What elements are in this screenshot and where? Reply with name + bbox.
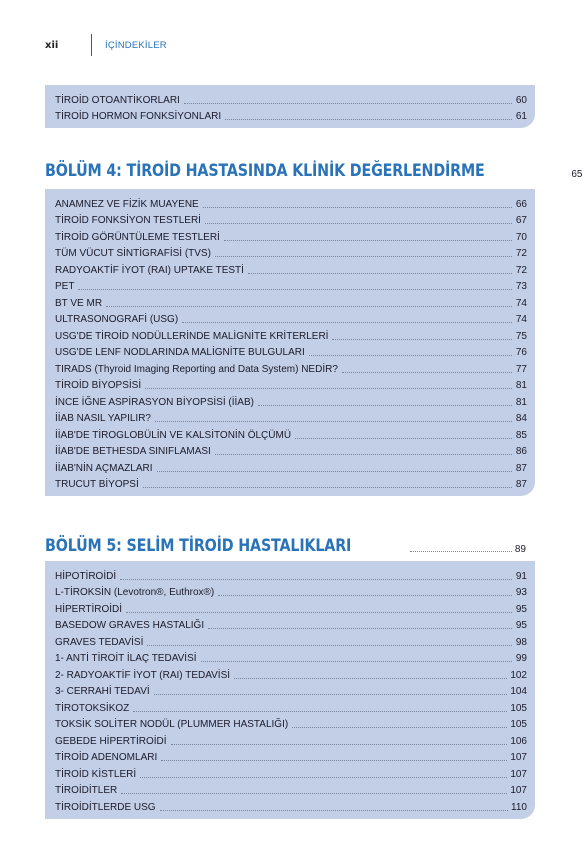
toc-entry[interactable] (55, 343, 527, 360)
toc-entry-page: 107 (510, 752, 527, 763)
dot-leader (147, 645, 512, 646)
chapter-4-heading[interactable] (45, 161, 583, 181)
dot-leader (248, 273, 512, 274)
dot-leader (208, 628, 512, 629)
dot-leader (218, 595, 512, 596)
toc-entry-title: TÜM VÜCUT SİNTİGRAFİSİ (TVS) (55, 248, 211, 259)
toc-entry[interactable] (55, 616, 527, 633)
dot-leader (410, 551, 512, 552)
toc-entry[interactable] (55, 665, 527, 682)
dot-leader (224, 240, 512, 241)
toc-entry-title: İİAB NASIL YAPILIR? (55, 413, 151, 424)
dot-leader (145, 388, 512, 389)
toc-entry[interactable] (55, 244, 527, 261)
toc-entry-title: İİAB'NİN AÇMAZLARI (55, 462, 153, 474)
toc-entry[interactable] (55, 649, 527, 666)
toc-entry-page: 95 (515, 620, 527, 631)
toc-entry[interactable] (55, 632, 527, 649)
toc-entry-title: TİROİDİTLER (55, 785, 118, 796)
toc-entry-page: 74 (515, 297, 527, 309)
chapter-page: 65 (571, 169, 583, 180)
toc-entry-page: 87 (515, 479, 527, 490)
toc-box-continued (45, 85, 535, 128)
toc-entry[interactable] (55, 715, 527, 732)
header-divider (91, 34, 92, 56)
toc-entry-title: TIRADS (Thyroid Imaging Reporting and Data System) NEDİR? (55, 363, 338, 375)
toc-entry-title: 3- CERRAHİ TEDAVİ (55, 686, 150, 697)
dot-leader (309, 355, 512, 356)
chapter-page: 89 (514, 544, 526, 555)
toc-entry-title: TİROİD FONKSİYON TESTLERİ (55, 215, 201, 226)
toc-entry-title: HİPOTİROİDİ (55, 570, 117, 582)
toc-entry-page: 66 (515, 198, 527, 210)
dot-leader (295, 438, 512, 439)
dot-leader (258, 405, 512, 406)
toc-entry-title: TİROTOKSİKOZ (55, 702, 130, 714)
toc-entry[interactable] (55, 764, 527, 781)
toc-entry-page: 91 (515, 570, 527, 582)
toc-entry-title: 1- ANTİ TİROİT İLAÇ TEDAVİSİ (55, 653, 197, 664)
dot-leader (292, 727, 507, 728)
toc-entry[interactable] (55, 566, 527, 583)
toc-entry-title: RADYOAKTİF İYOT (RAI) UPTAKE TESTİ (55, 264, 244, 276)
dot-leader (155, 421, 512, 422)
toc-entry-page: 77 (515, 363, 527, 375)
toc-entry-page: 107 (510, 785, 527, 796)
toc-entry-page: 105 (510, 719, 527, 730)
toc-entry-page: 102 (510, 669, 527, 681)
toc-entry-title: TİROİD BİYOPSİSİ (55, 380, 142, 391)
toc-entry[interactable] (55, 194, 527, 211)
toc-entry-page: 110 (511, 801, 527, 813)
dot-leader (182, 322, 512, 323)
dot-leader (140, 777, 507, 778)
toc-entry-page: 76 (515, 347, 527, 358)
dot-leader (133, 711, 507, 712)
running-title: İÇİNDEKİLER (105, 40, 167, 51)
toc-entry[interactable] (55, 293, 527, 310)
toc-entry-title: BT VE MR (55, 297, 103, 309)
toc-entry-page: 104 (510, 686, 527, 697)
toc-entry-title: TRUCUT BİYOPSİ (55, 479, 139, 490)
toc-entry[interactable] (55, 797, 527, 814)
toc-entry[interactable] (55, 211, 527, 228)
dot-leader (106, 306, 512, 307)
toc-entry[interactable] (55, 731, 527, 748)
dot-leader (161, 760, 507, 761)
toc-entry-page: 86 (515, 446, 527, 457)
toc-entry-title: ANAMNEZ VE FİZİK MUAYENE (55, 198, 199, 210)
dot-leader (342, 372, 512, 373)
toc-entry-page: 70 (515, 231, 527, 243)
toc-entry-page: 107 (510, 768, 527, 780)
toc-entry-title: TİROİD GÖRÜNTÜLEME TESTLERİ (55, 231, 220, 243)
toc-entry[interactable] (55, 458, 527, 475)
toc-entry[interactable] (55, 748, 527, 765)
toc-entry-page: 74 (515, 314, 527, 325)
toc-entry-page: 87 (515, 462, 527, 474)
toc-entry-title: İİAB'DE TİROGLOBÜLİN VE KALSİTONİN ÖLÇÜMÜ (55, 429, 292, 441)
dot-leader (120, 579, 512, 580)
dot-leader (332, 339, 512, 340)
toc-entry[interactable] (55, 376, 527, 393)
toc-box-chapter-5 (45, 561, 535, 819)
toc-entry-page: 98 (515, 636, 527, 648)
toc-entry-title: USG'DE LENF NODLARINDA MALİGNİTE BULGULARI (55, 347, 305, 358)
toc-entry-title: ULTRASONOGRAFİ (USG) (55, 314, 179, 325)
toc-entry[interactable] (55, 698, 527, 715)
dot-leader (121, 793, 507, 794)
toc-entry[interactable] (55, 277, 527, 294)
toc-entry[interactable] (55, 392, 527, 409)
toc-entry-title: TİROİD ADENOMLARI (55, 752, 158, 763)
toc-entry-page: 81 (515, 396, 527, 408)
toc-entry-page: 67 (515, 215, 527, 226)
toc-entry[interactable] (55, 425, 527, 442)
toc-entry-page: 75 (515, 330, 527, 342)
toc-entry[interactable] (55, 682, 527, 699)
toc-entry-title: İİAB'DE BETHESDA SINIFLAMASI (55, 446, 211, 457)
toc-entry[interactable] (55, 310, 527, 327)
toc-entry-title: GEBEDE HİPERTİROİDİ (55, 735, 167, 747)
dot-leader (234, 678, 507, 679)
toc-entry-title: TİROİDİTLERDE USG (55, 801, 156, 813)
toc-entry-page: 85 (515, 429, 527, 441)
toc-entry[interactable] (55, 107, 527, 124)
toc-entry-title: L-TİROKSİN (Levotron®, Euthrox®) (55, 587, 215, 598)
dot-leader (201, 661, 512, 662)
toc-entry-page: 93 (515, 587, 527, 598)
toc-entry-page: 73 (515, 281, 527, 292)
dot-leader (215, 256, 512, 257)
toc-entry-page: 72 (515, 264, 527, 276)
toc-entry-title: TİROİD KİSTLERİ (55, 768, 137, 780)
chapter-title: BÖLÜM 5: SELİM TİROİD HASTALIKLARI (45, 536, 352, 556)
dot-leader (160, 810, 508, 811)
dot-leader (143, 487, 512, 488)
toc-entry[interactable] (55, 409, 527, 426)
toc-entry[interactable] (55, 359, 527, 376)
toc-entry[interactable] (55, 599, 527, 616)
toc-entry-title: TİROİD OTOANTİKORLARI (55, 94, 180, 106)
chapter-title: BÖLÜM 4: TİROİD HASTASINDA KLİNİK DEĞERLENDİRME (45, 161, 485, 181)
toc-entry[interactable] (55, 583, 527, 600)
dot-leader (171, 744, 508, 745)
dot-leader (205, 223, 512, 224)
dot-leader (157, 471, 513, 472)
toc-entry[interactable] (55, 475, 527, 492)
toc-entry-title: 2- RADYOAKTİF İYOT (RAI) TEDAVİSİ (55, 669, 231, 681)
toc-entry-title: USG'DE TİROİD NODÜLLERİNDE MALİGNİTE KRİTERLERİ (55, 330, 329, 342)
toc-entry[interactable] (55, 781, 527, 798)
toc-entry-page: 84 (515, 413, 527, 424)
dot-leader (225, 119, 512, 120)
toc-entry[interactable] (55, 90, 527, 107)
toc-entry[interactable] (55, 227, 527, 244)
toc-entry-title: HİPERTİROİDİ (55, 603, 123, 615)
dot-leader (215, 454, 512, 455)
toc-entry-page: 105 (510, 702, 527, 714)
dot-leader (78, 289, 512, 290)
dot-leader (154, 694, 508, 695)
toc-entry-page: 106 (510, 735, 527, 747)
toc-entry-page: 61 (515, 111, 527, 122)
toc-entry-page: 99 (515, 653, 527, 664)
toc-entry-title: GRAVES TEDAVİSİ (55, 636, 144, 648)
toc-entry-page: 81 (515, 380, 527, 391)
toc-entry-page: 60 (515, 94, 527, 106)
toc-entry-title: TOKSİK SOLİTER NODÜL (PLUMMER HASTALIĞI) (55, 719, 289, 730)
toc-entry[interactable] (55, 260, 527, 277)
toc-entry-title: BASEDOW GRAVES HASTALIĞI (55, 620, 205, 631)
dot-leader (126, 612, 512, 613)
toc-entry-title: İNCE İĞNE ASPİRASYON BİYOPSİSİ (İİAB) (55, 396, 254, 408)
page-number: xii (45, 40, 59, 51)
toc-entry-page: 95 (515, 603, 527, 615)
dot-leader (184, 103, 512, 104)
toc-entry-title: TİROİD HORMON FONKSİYONLARI (55, 111, 222, 122)
chapter-5-heading[interactable] (45, 536, 526, 556)
toc-entry[interactable] (55, 326, 527, 343)
toc-entry-title: PET (55, 281, 75, 292)
dot-leader (203, 207, 512, 208)
toc-entry-page: 72 (515, 248, 527, 259)
toc-box-chapter-4 (45, 189, 535, 496)
toc-entry[interactable] (55, 442, 527, 459)
